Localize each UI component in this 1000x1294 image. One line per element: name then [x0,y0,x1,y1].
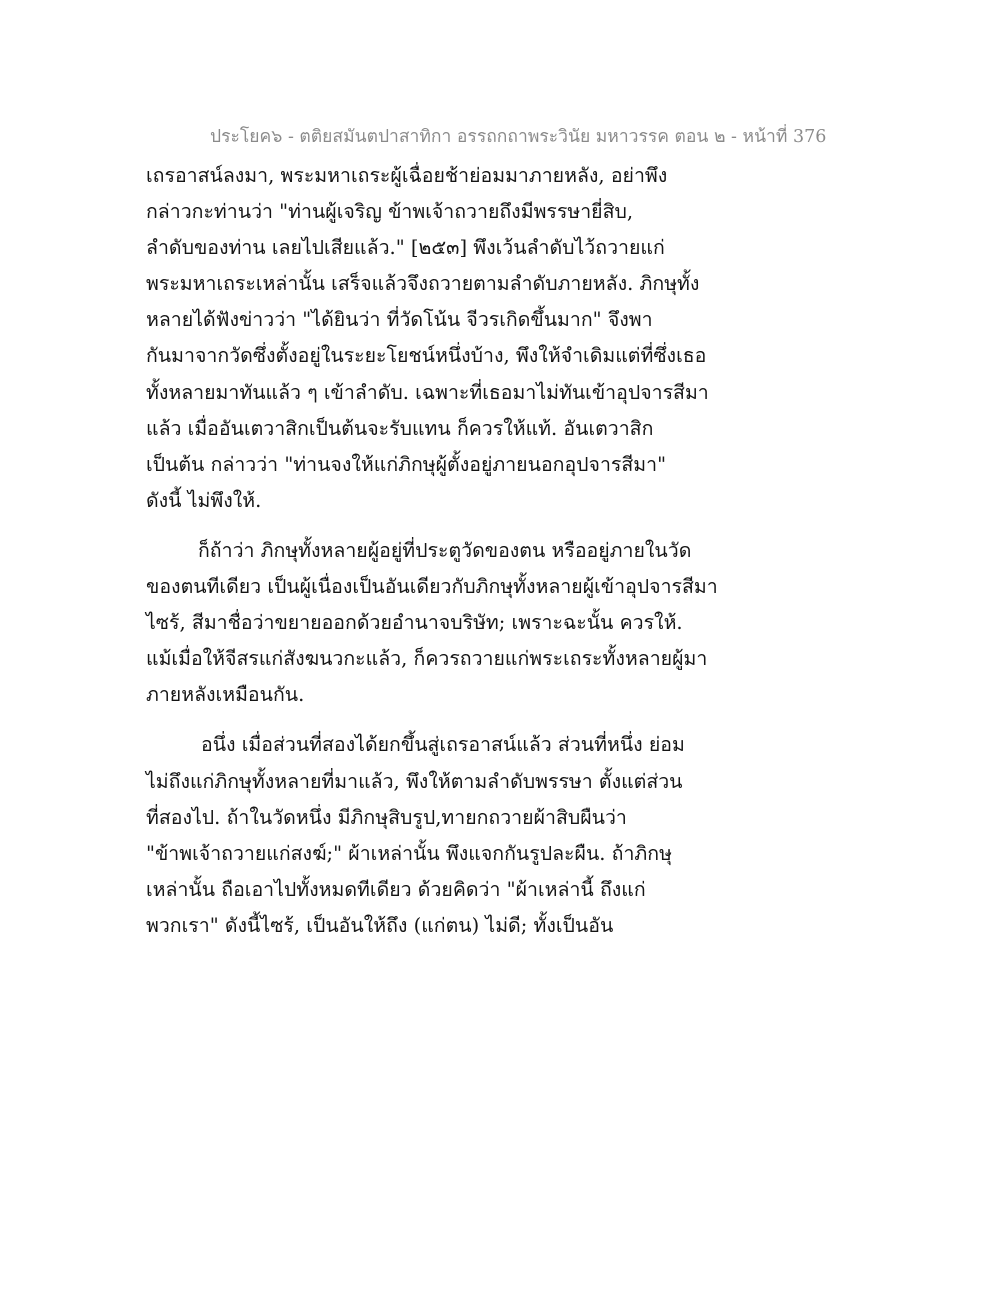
text-line: กันมาจากวัดซึ่งตั้งอยู่ในระยะโยชน์หนึ่งบ้าง, พึงให้จำเดิมแต่ที่ซึ่งเธอ [146,344,707,368]
text-line: ดังนี้ ไม่พึงให้. [146,488,262,512]
paragraph-spacer [146,713,706,727]
text-line: ลำดับของท่าน เลยไปเสียแล้ว." [๒๕๓] พึงเว้นลำดับไว้ถวายแก่ [146,236,665,260]
text-line: ที่สองไป. ถ้าในวัดหนึ่ง มีภิกษุสิบรูป,ทายกถวายผ้าสิบผืนว่า [146,805,627,829]
paragraph-1 [146,158,709,519]
paragraph-3 [146,727,706,944]
text-line: ก็ถ้าว่า ภิกษุทั้งหลายผู้อยู่ที่ประตูวัดของตน หรืออยู่ภายในวัด [198,538,692,562]
text-line: พระมหาเถระเหล่านั้น เสร็จแล้วจึงถวายตามลำดับภายหลัง. ภิกษุทั้ง [146,272,700,296]
paragraph-2 [146,533,718,713]
running-header: ประโยค๖ - ตติยสมันตปาสาทิกา อรรถกถาพระวินัย มหาวรรค ตอน ๒ - หน้าที่ 376 [210,127,827,147]
paragraph-spacer [146,519,706,533]
text-line: อนึ่ง เมื่อส่วนที่สองได้ยกขึ้นสู่เถรอาสน์แล้ว ส่วนที่หนึ่ง ย่อม [201,733,685,757]
text-line: กล่าวกะท่านว่า "ท่านผู้เจริญ ข้าพเจ้าถวายถึงมีพรรษายี่สิบ, [146,200,634,224]
text-line: แล้ว เมื่ออันเตวาสิกเป็นต้นจะรับแทน ก็ควรให้แท้. อันเตวาสิก [146,416,654,440]
text-line: หลายได้ฟังข่าวว่า "ได้ยินว่า ที่วัดโน้น จีวรเกิดขึ้นมาก" จึงพา [146,308,653,332]
text-line: เป็นต้น กล่าวว่า "ท่านจงให้แก่ภิกษุผู้ตั้งอยู่ภายนอกอุปจารสีมา" [146,452,667,476]
text-line: แม้เมื่อให้จีสรแก่สังฆนวกะแล้ว, ก็ควรถวายแก่พระเถระทั้งหลายผู้มา [146,647,708,671]
text-line: ไม่ถึงแก่ภิกษุทั้งหลายที่มาแล้ว, พึงให้ตามลำดับพรรษา ตั้งแต่ส่วน [146,769,683,793]
text-line: ภายหลังเหมือนกัน. [146,683,305,707]
body-text [146,158,718,944]
text-line: เถรอาสน์ลงมา, พระมหาเถระผู้เฉื่อยช้าย่อมมาภายหลัง, อย่าพึง [146,164,668,187]
text-line: "ข้าพเจ้าถวายแก่สงฆ์;" ผ้าเหล่านั้น พึงแจกกันรูปละผืน. ถ้าภิกษุ [146,841,672,865]
text-line: เหล่านั้น ถือเอาไปทั้งหมดทีเดียว ด้วยคิดว่า "ผ้าเหล่านี้ ถึงแก่ [146,877,646,901]
text-line: พวกเรา" ดังนี้ไซร้, เป็นอันให้ถึง (แก่ตน) ไม่ดี; ทั้งเป็นอัน [146,913,614,937]
text-line: ของตนทีเดียว เป็นผู้เนื่องเป็นอันเดียวกับภิกษุทั้งหลายผู้เข้าอุปจารสีมา [146,575,718,599]
text-line: ทั้งหลายมาทันแล้ว ๆ เข้าลำดับ. เฉพาะที่เธอมาไม่ทันเข้าอุปจารสีมา [146,380,709,404]
text-line: ไซร้, สีมาชื่อว่าขยายออกด้วยอำนาจบริษัท; เพราะฉะนั้น ควรให้. [146,611,683,635]
